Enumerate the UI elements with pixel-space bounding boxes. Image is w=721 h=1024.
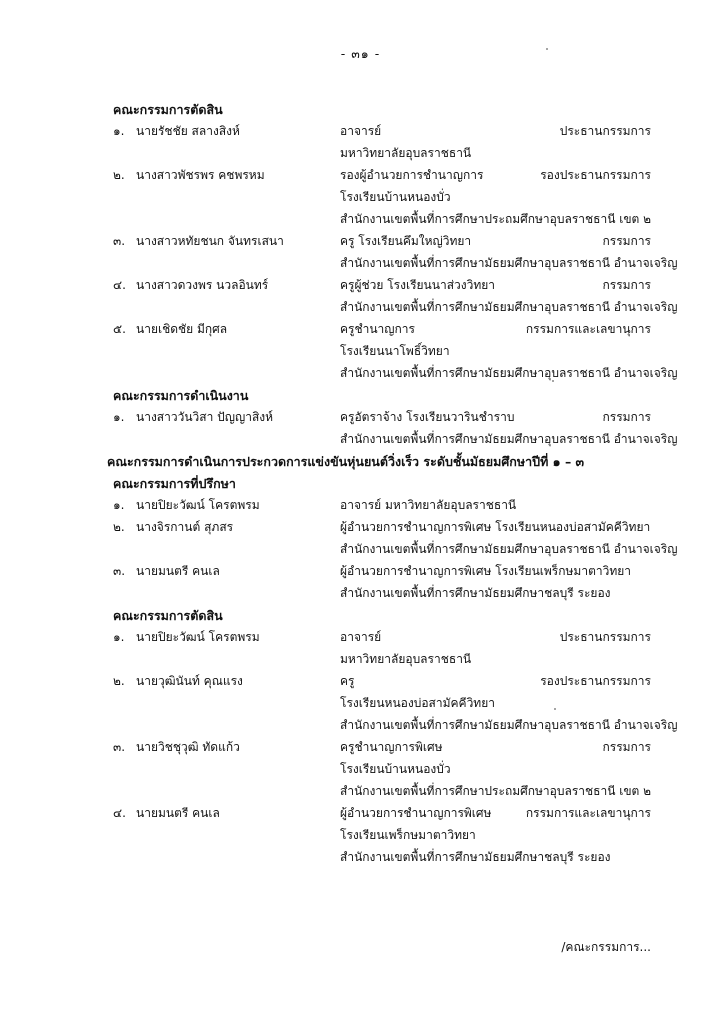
page-number: - ๓๑ - [340, 46, 381, 61]
section-heading-text: คณะกรรมการดำเนินการประกวดการแข่งขันหุ่นยนต์วิ่งเร็ว ระดับชั้นมัธยมศึกษาปีที่ ๑ – ๓ [107, 454, 585, 469]
committee-row [0, 782, 721, 804]
committee-row [0, 716, 721, 738]
member-position: สำนักงานเขตพื้นที่การศึกษามัธยมศึกษาอุบลราชธานี อำนาจเจริญ [340, 256, 678, 270]
member-name: นายมนตรี คนเล [136, 806, 220, 820]
member-position: อาจารย์ มหาวิทยาลัยอุบลราชธานี [340, 498, 517, 512]
member-name: นางสาวดวงพร นวลอินทร์ [136, 278, 269, 292]
committee-row [0, 188, 721, 210]
member-number: ๓. [113, 234, 126, 248]
committee-row [0, 496, 721, 518]
member-number: ๑. [113, 410, 125, 424]
member-number: ๑. [113, 124, 125, 138]
member-position: ครูชำนาญการพิเศษ [340, 740, 443, 754]
member-position: สำนักงานเขตพื้นที่การศึกษามัธยมศึกษาชลบุรี ระยอง [340, 850, 611, 864]
member-role: กรรมการ [602, 234, 651, 248]
section-heading-text: คณะกรรมการดำเนินงาน [113, 388, 249, 403]
section-heading [0, 452, 721, 474]
member-name: นางสาวหทัยชนก จันทรเสนา [136, 234, 284, 248]
member-name: นางสาวพัชรพร คชพรหม [136, 168, 265, 182]
member-role: กรรมการ [602, 410, 651, 424]
member-position: สำนักงานเขตพื้นที่การศึกษามัธยมศึกษาอุบลราชธานี อำนาจเจริญ [340, 300, 678, 314]
scan-speck [552, 380, 554, 382]
member-number: ๑. [113, 498, 125, 512]
member-position: มหาวิทยาลัยอุบลราชธานี [340, 652, 472, 666]
member-position: สำนักงานเขตพื้นที่การศึกษามัธยมศึกษาชลบุรี ระยอง [340, 586, 611, 600]
member-position: โรงเรียนบ้านหนองบั่ว [340, 190, 451, 204]
committee-row [0, 518, 721, 540]
committee-row [0, 430, 721, 452]
member-position: สำนักงานเขตพื้นที่การศึกษามัธยมศึกษาอุบลราชธานี อำนาจเจริญ [340, 432, 678, 446]
committee-row [0, 166, 721, 188]
committee-row [0, 540, 721, 562]
member-role: กรรมการและเลขานุการ [525, 322, 651, 336]
member-position: อาจารย์ [340, 630, 382, 644]
member-position: โรงเรียนบ้านหนองบั่ว [340, 762, 451, 776]
member-position: สำนักงานเขตพื้นที่การศึกษาประถมศึกษาอุบลราชธานี เขต ๒ [340, 784, 652, 798]
committee-row [0, 628, 721, 650]
member-role: กรรมการ [602, 740, 651, 754]
committee-row [0, 144, 721, 166]
member-number: ๒. [113, 674, 125, 688]
member-position: โรงเรียนหนองบ่อสามัคคีวิทยา [340, 696, 495, 710]
section-heading [0, 386, 721, 408]
section-heading [0, 606, 721, 628]
continuation-note: /คณะกรรมการ... [561, 940, 651, 954]
member-number: ๑. [113, 630, 125, 644]
member-position: สำนักงานเขตพื้นที่การศึกษามัธยมศึกษาอุบลราชธานี อำนาจเจริญ [340, 718, 678, 732]
member-name: นายวิชชุวุฒิ ทัดแก้ว [136, 740, 240, 754]
member-position: ครูผู้ช่วย โรงเรียนนาส่วงวิทยา [340, 278, 496, 292]
member-position: อาจารย์ [340, 124, 382, 138]
member-name: นายปิยะวัฒน์ โครตพรม [136, 498, 260, 512]
committee-row [0, 826, 721, 848]
member-position: โรงเรียนเพร็กษมาตาวิทยา [340, 828, 476, 842]
section-heading-text: คณะกรรมการที่ปรึกษา [113, 476, 236, 491]
committee-row [0, 760, 721, 782]
committee-row [0, 650, 721, 672]
member-position: ผู้อำนวยการชำนาญการพิเศษ [340, 806, 492, 820]
member-position: ครู [340, 674, 355, 688]
member-number: ๔. [113, 806, 126, 820]
committee-row [0, 298, 721, 320]
member-name: นายปิยะวัฒน์ โครตพรม [136, 630, 260, 644]
committee-row [0, 342, 721, 364]
committee-row [0, 738, 721, 760]
member-position: มหาวิทยาลัยอุบลราชธานี [340, 146, 472, 160]
committee-row [0, 210, 721, 232]
member-name: นางสาววันวิสา ปัญญาสิงห์ [136, 410, 274, 424]
section-heading-text: คณะกรรมการตัดสิน [113, 608, 223, 623]
committee-row [0, 848, 721, 870]
member-role: ประธานกรรมการ [559, 630, 651, 644]
member-position: ครู โรงเรียนคึมใหญ่วิทยา [340, 234, 472, 248]
member-number: ๔. [113, 278, 126, 292]
section-heading-text: คณะกรรมการตัดสิน [113, 102, 223, 117]
member-position: ครูชำนาญการ [340, 322, 415, 336]
committee-row [0, 562, 721, 584]
member-position: ครูอัตราจ้าง โรงเรียนวารินชำราบ [340, 410, 515, 424]
member-number: ๕. [113, 322, 126, 336]
member-name: นายมนตรี คนเล [136, 564, 220, 578]
scan-speck [554, 708, 556, 710]
scan-speck [546, 48, 548, 50]
member-role: กรรมการและเลขานุการ [525, 806, 651, 820]
committee-row [0, 320, 721, 342]
section-heading [0, 100, 721, 122]
member-role: กรรมการ [602, 278, 651, 292]
member-position: สำนักงานเขตพื้นที่การศึกษาประถมศึกษาอุบลราชธานี เขต ๒ [340, 212, 652, 226]
member-position: สำนักงานเขตพื้นที่การศึกษามัธยมศึกษาอุบลราชธานี อำนาจเจริญ [340, 366, 678, 380]
member-position: ผู้อำนวยการชำนาญการพิเศษ โรงเรียนหนองบ่อสามัคคีวิทยา [340, 520, 651, 534]
committee-row [0, 694, 721, 716]
member-name: นางจิรกานต์ สุภสร [136, 520, 234, 534]
document-body [0, 100, 721, 870]
committee-row [0, 254, 721, 276]
member-role: รองประธานกรรมการ [540, 168, 651, 182]
committee-row [0, 804, 721, 826]
section-heading [0, 474, 721, 496]
member-position: โรงเรียนนาโพธิ์วิทยา [340, 344, 450, 358]
member-name: นายรัชชัย สลางสิงห์ [136, 124, 240, 138]
committee-row [0, 408, 721, 430]
committee-row [0, 672, 721, 694]
member-role: รองประธานกรรมการ [540, 674, 651, 688]
committee-row [0, 232, 721, 254]
member-number: ๒. [113, 168, 125, 182]
committee-row [0, 276, 721, 298]
member-name: นายเชิดชัย มีกุศล [136, 322, 228, 336]
committee-row [0, 364, 721, 386]
member-number: ๓. [113, 740, 126, 754]
member-role: ประธานกรรมการ [559, 124, 651, 138]
member-position: สำนักงานเขตพื้นที่การศึกษามัธยมศึกษาอุบลราชธานี อำนาจเจริญ [340, 542, 678, 556]
committee-row [0, 584, 721, 606]
member-name: นายวุฒินันท์ คุณแรง [136, 674, 243, 688]
member-position: รองผู้อำนวยการชำนาญการ [340, 168, 484, 182]
member-position: ผู้อำนวยการชำนาญการพิเศษ โรงเรียนเพร็กษมาตาวิทยา [340, 564, 632, 578]
committee-row [0, 122, 721, 144]
member-number: ๒. [113, 520, 125, 534]
member-number: ๓. [113, 564, 126, 578]
